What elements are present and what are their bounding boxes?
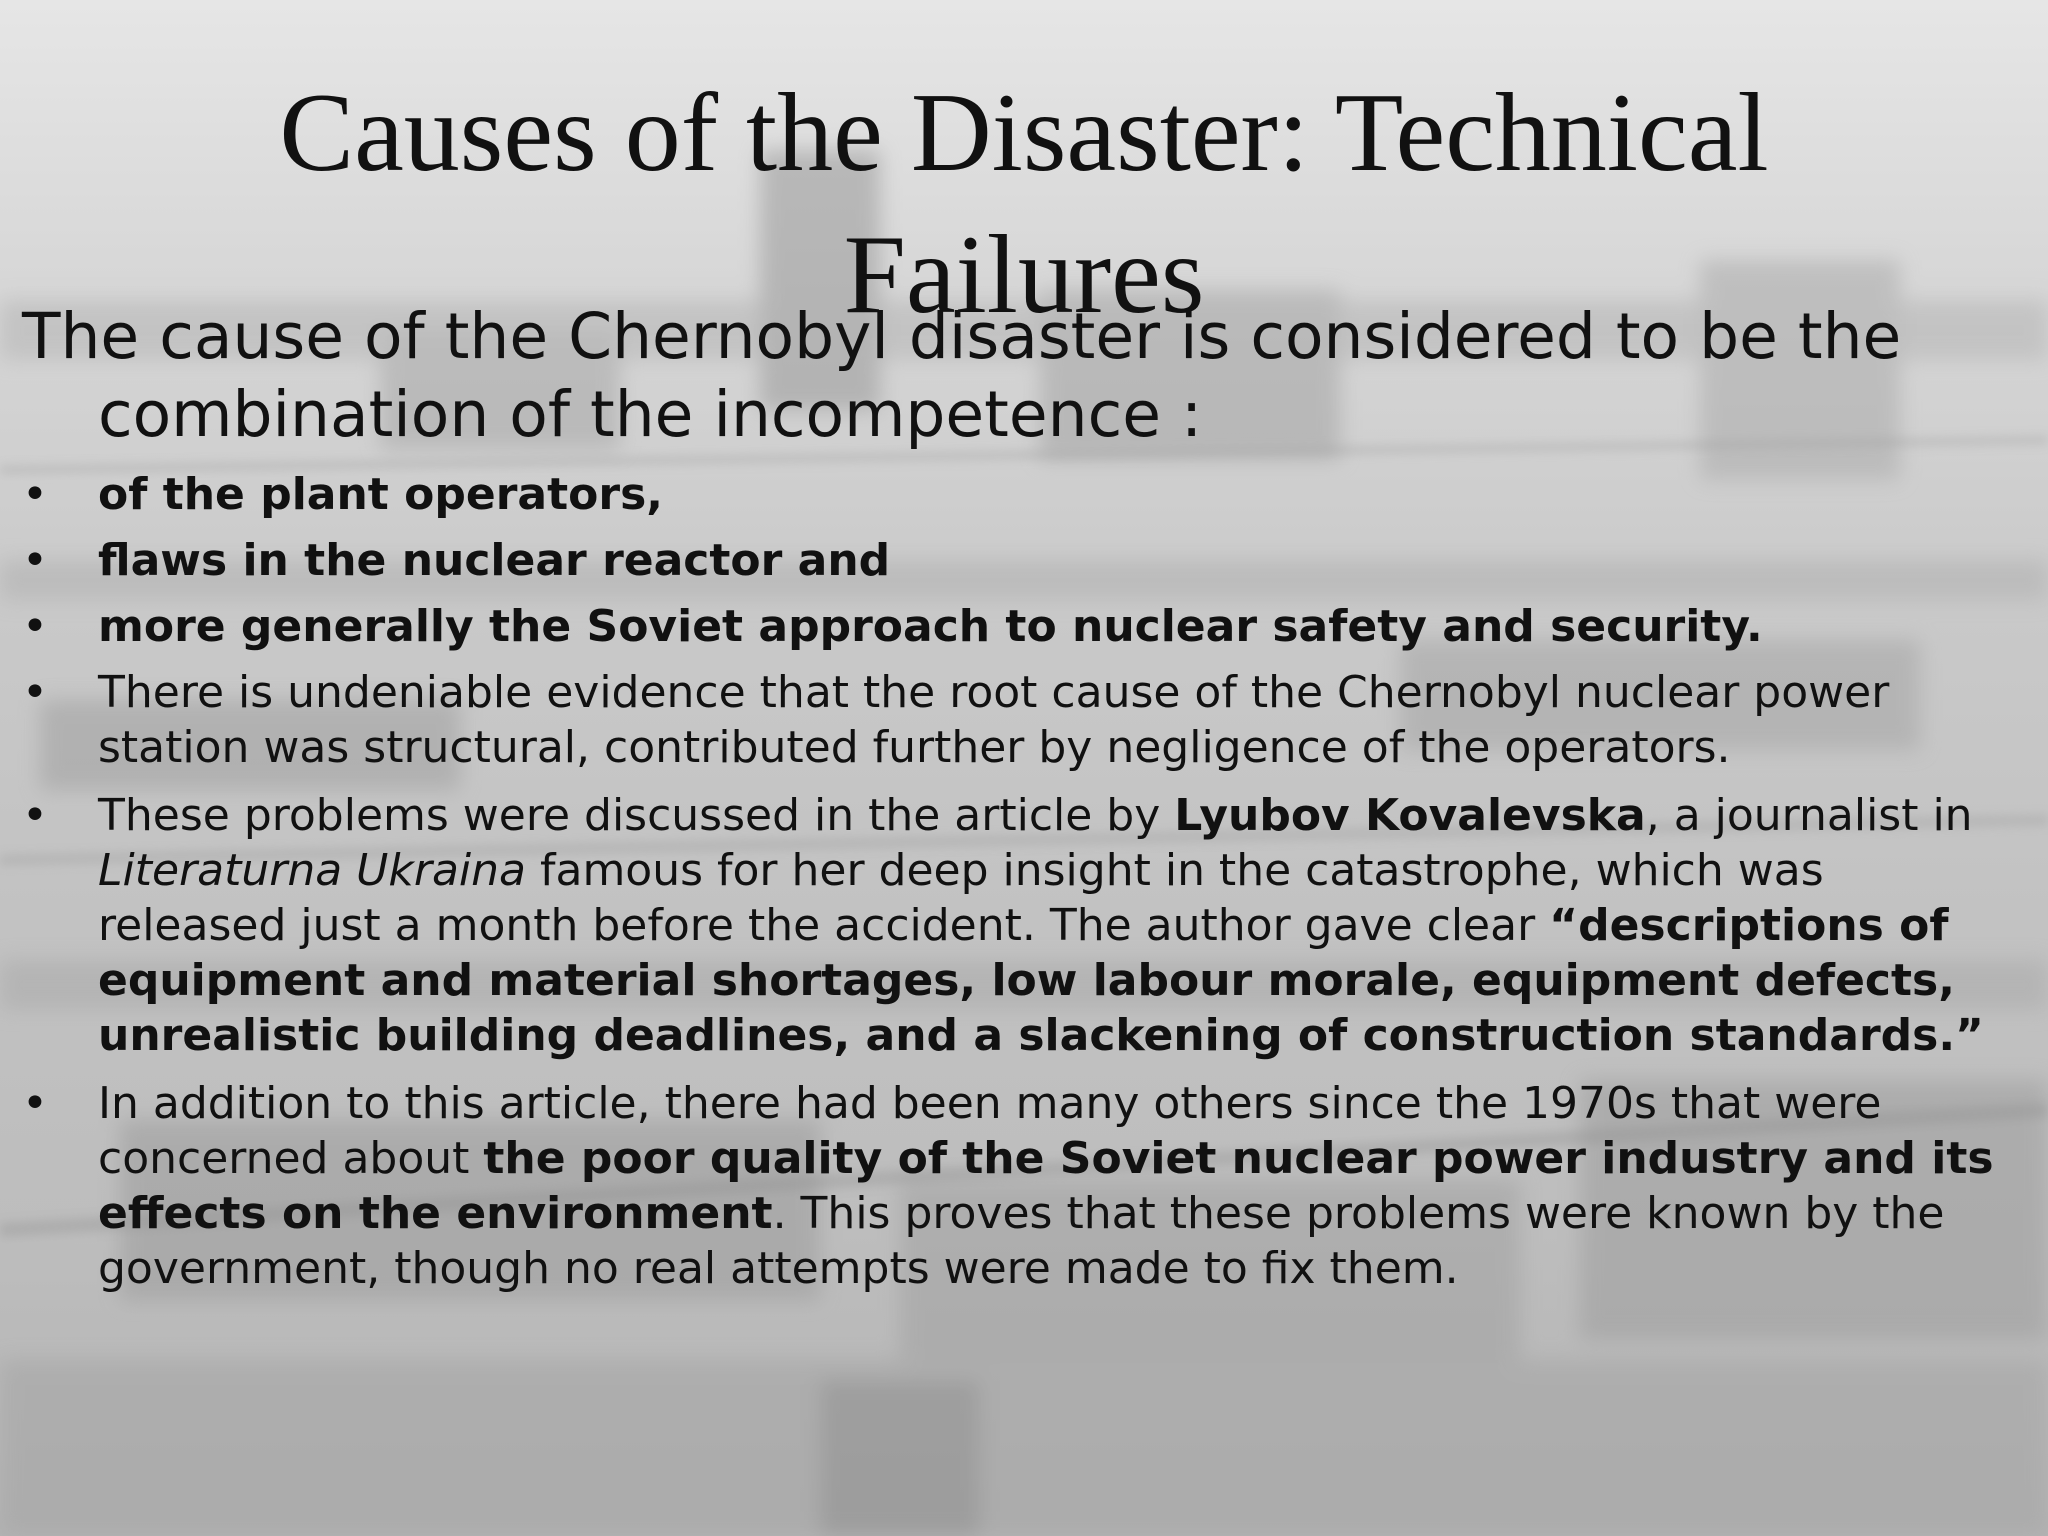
bullet-item-3 — [22, 599, 2012, 654]
bullet-item-6 — [22, 1076, 2012, 1296]
bullet-text: flaws in the nuclear reactor and — [98, 535, 891, 586]
bullet-text: , a journalist in — [1645, 790, 1973, 841]
title-line-2: Failures — [843, 213, 1205, 337]
bullet-text: In addition to this article, there had been many others since the 1970s that were concerned about — [98, 1078, 1882, 1184]
bullet-icon: • — [22, 535, 48, 586]
bullet-text: There is undeniable evidence that the root cause of the Chernobyl nuclear power station was structural, contributed further by negligence of the operators. — [98, 667, 1890, 773]
quoted-text: “descriptions of equipment and material shortages, low labour morale, equipment defects, unrealistic building deadlines, and a slackening of construction standards.” — [98, 900, 1984, 1061]
bullet-text: famous for her deep insight in the catastrophe, which was released just a month before the accident. The author gave clear — [98, 845, 1824, 951]
bullet-text: more generally the Soviet approach to nuclear safety and security. — [98, 601, 1763, 652]
bullet-item-4 — [22, 665, 2012, 775]
title-line-1: Causes of the Disaster: Technical — [279, 71, 1769, 195]
bullet-item-1 — [22, 467, 2012, 522]
bullet-item-2 — [22, 533, 2012, 588]
bullet-icon: • — [22, 1078, 48, 1129]
bullet-list — [22, 467, 2012, 1296]
slide-body — [22, 298, 2012, 1296]
intro-paragraph: The cause of the Chernobyl disaster is considered to be the combination of the incompetence : — [22, 300, 1902, 451]
bullet-item-5 — [22, 788, 2012, 1063]
author-name: Lyubov Kovalevska — [1174, 790, 1646, 841]
bullet-icon: • — [22, 790, 48, 841]
bullet-text: of the plant operators, — [98, 469, 663, 520]
bullet-icon: • — [22, 667, 48, 718]
bullet-text: These problems were discussed in the article by — [98, 790, 1175, 841]
publication-name: Literaturna Ukraina — [98, 845, 526, 896]
emphasis-text: the poor quality of the Soviet nuclear power industry and its effects on the environment — [98, 1133, 1994, 1239]
bullet-icon: • — [22, 601, 48, 652]
bullet-icon: • — [22, 469, 48, 520]
bullet-text: . This proves that these problems were known by the government, though no real attempts were made to fix them. — [98, 1188, 1945, 1294]
